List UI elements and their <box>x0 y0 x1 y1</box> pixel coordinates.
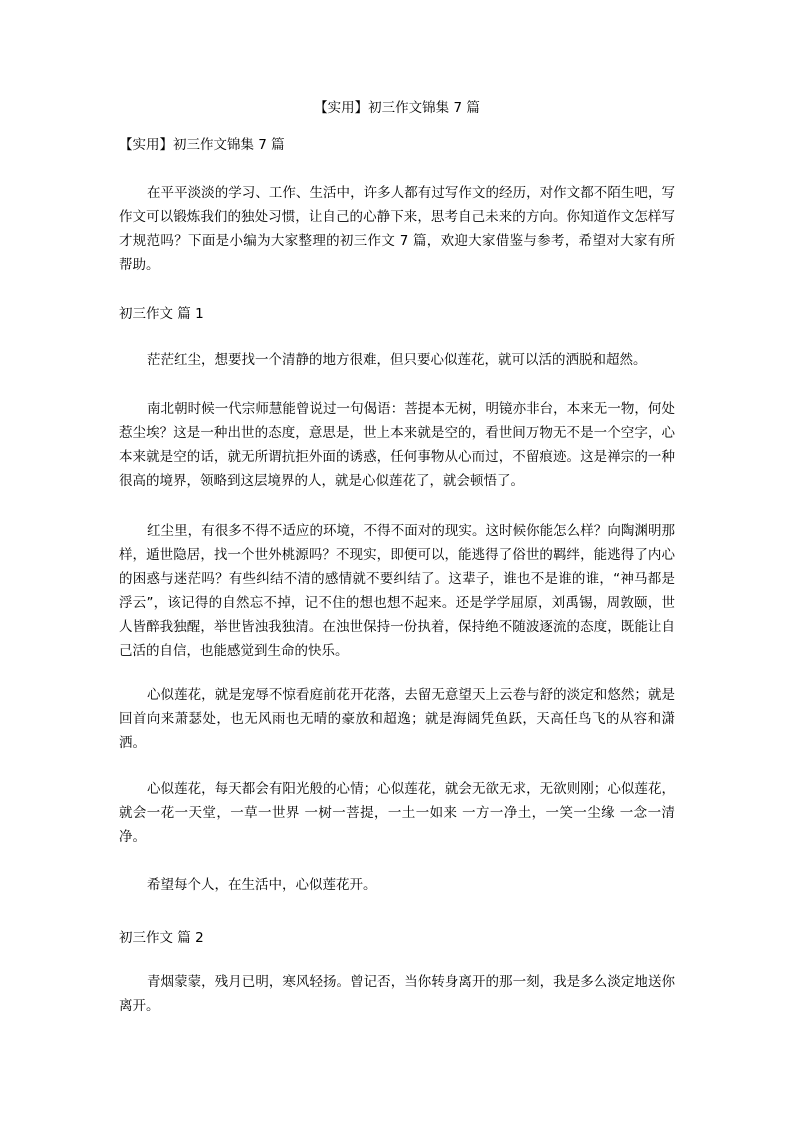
intro-paragraph: 在平平淡淡的学习、工作、生活中，许多人都有过写作文的经历，对作文都不陌生吧，写作文可以锻炼我们的独处习惯，让自己的心静下来，思考自己未来的方向。你知道作文怎样写才规范吗？下面是小编为大家整理的初三作文 7 篇，欢迎大家借鉴与参考，希望对大家有所帮助。 <box>119 185 675 273</box>
paragraph: 心似莲花，每天都会有阳光般的心情；心似莲花，就会无欲无求，无欲则刚；心似莲花，就会一花一天堂，一草一世界 一树一菩提，一土一如来 一方一净土，一笑一尘缘 一念一清净。 <box>119 781 675 845</box>
section-heading-1: 初三作文 篇 1 <box>119 306 204 322</box>
document-subtitle: 【实用】初三作文锦集 7 篇 <box>119 137 285 153</box>
paragraph: 希望每个人，在生活中，心似莲花开。 <box>147 877 377 893</box>
paragraph: 心似莲花，就是宠辱不惊看庭前花开花落，去留无意望天上云卷与舒的淡定和悠然；就是回首向来萧瑟处，也无风雨也无晴的豪放和超逸；就是海阔凭鱼跃，天高任鸟飞的从容和潇洒。 <box>119 687 675 751</box>
paragraph: 南北朝时候一代宗师慧能曾说过一句偈语：菩提本无树，明镜亦非台，本来无一物，何处惹尘埃？这是一种出世的态度，意思是，世上本来就是空的，看世间万物无不是一个空字，心本来就是空的话，就无所谓抗拒外面的诱惑，任何事物从心而过，不留痕迹。这是禅宗的一种很高的境界，领略到这层境界的人，就是心似莲花了，就会顿悟了。 <box>119 401 675 489</box>
paragraph: 青烟蒙蒙，残月已明，寒风轻扬。曾记否，当你转身离开的那一刻，我是多么淡定地送你离开。 <box>119 974 675 1014</box>
paragraph: 茫茫红尘，想要找一个清静的地方很难，但只要心似莲花，就可以活的洒脱和超然。 <box>147 352 647 368</box>
document-title: 【实用】初三作文锦集 7 篇 <box>314 100 480 116</box>
section-heading-2: 初三作文 篇 2 <box>119 930 204 946</box>
paragraph: 红尘里，有很多不得不适应的环境，不得不面对的现实。这时候你能怎么样？向陶渊明那样，遁世隐居，找一个世外桃源吗？不现实，即便可以，能逃得了俗世的羁绊，能逃得了内心的困惑与迷茫吗？有些纠结不清的感情就不要纠结了。这辈子，谁也不是谁的谁，“神马都是浮云”，该记得的自然忘不掉，记不住的想也想不起来。还是学学屈原，刘禹锡，周敦颐，世人皆醉我独醒，举世皆浊我独清。在浊世保持一份执着，保持绝不随波逐流的态度，既能让自己活的自信，也能感觉到生命的快乐。 <box>119 523 675 659</box>
